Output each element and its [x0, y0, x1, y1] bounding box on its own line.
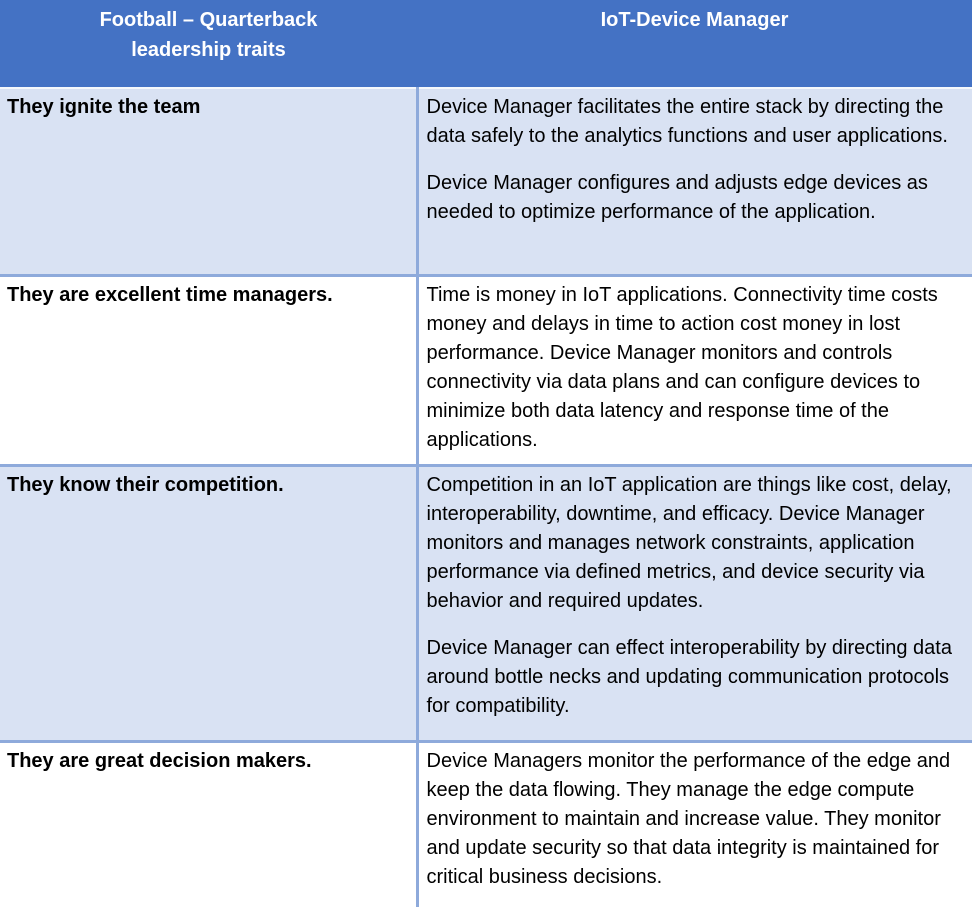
- trait-cell: They are great decision makers.: [0, 741, 417, 907]
- paragraph: Device Manager facilitates the entire stack by directing the data safely to the analytics functions and user applications.: [426, 96, 948, 147]
- paragraph: Device Manager configures and adjusts edge devices as needed to optimize performance of the application.: [426, 172, 928, 223]
- column-header-iot-device-manager: IoT-Device Manager: [417, 0, 972, 88]
- table-row: [0, 275, 972, 465]
- column-header-quarterback-traits: Football – Quarterback leadership traits: [0, 0, 417, 88]
- table-row: [0, 465, 972, 741]
- paragraph: Competition in an IoT application are things like cost, delay, interoperability, downtime, and efficacy. Device Manager monitors and manages network constraints, application performance via defined metrics, and device security via behavior and required updates.: [426, 473, 952, 612]
- paragraph: Device Manager can effect interoperability by directing data around bottle necks and updating communication protocols for compatibility.: [426, 636, 952, 717]
- header-row: [0, 0, 972, 88]
- trait-cell: They ignite the team: [0, 88, 417, 275]
- trait-cell: They know their competition.: [0, 465, 417, 741]
- paragraph: Time is money in IoT applications. Connectivity time costs money and delays in time to action cost money in lost performance. Device Manager monitors and controls connectivity via data plans and can configure devices to minimize both data latency and response time of the applications.: [426, 283, 938, 451]
- paragraph: Device Managers monitor the performance of the edge and keep the data flowing. They manage the edge compute environment to maintain and increase value. They monitor and update security so that data integrity is maintained for critical business decisions.: [426, 749, 951, 888]
- table-row: [0, 741, 972, 907]
- description-cell: [417, 88, 972, 275]
- description-cell: [417, 741, 972, 907]
- table-row: [0, 88, 972, 275]
- trait-cell: They are excellent time managers.: [0, 275, 417, 465]
- description-cell: [417, 275, 972, 465]
- description-cell: [417, 465, 972, 741]
